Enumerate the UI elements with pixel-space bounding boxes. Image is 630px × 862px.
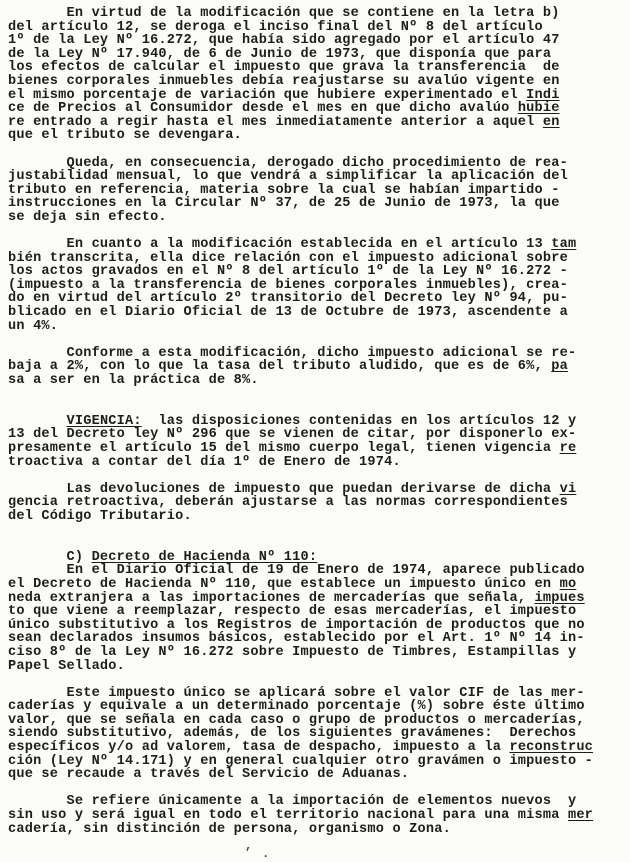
- paragraph-vigencia: [8, 415, 630, 469]
- document-line: sean declarados insumos básicos, establecido por el Art. 1º Nº 14 in-: [8, 631, 585, 647]
- document-line: tributo en referencia, materia sobre la cual se habían impartido -: [8, 182, 560, 198]
- document-line: presamente el artículo 15 del mismo cuerpo legal, tienen vigencia re: [8, 441, 577, 456]
- document-line: los actos gravados en el Nº 8 del artículo 1º de la Ley Nº 16.272 -: [8, 264, 568, 280]
- document-line: caderías y equivale a un determinado porcentaje (%) sobre éste último: [8, 699, 585, 715]
- document-line: re entrado a regir hasta el mes inmediatamente anterior a aquel en: [8, 114, 560, 130]
- document-line: 1º de la Ley Nº 16.272, que había sido agregado por el artículo 47: [8, 33, 560, 49]
- document-line: que se recaude a través del Servicio de Aduanas.: [8, 767, 410, 783]
- document-line: los efectos de calcular el impuesto que grava la transferencia de: [8, 60, 560, 76]
- document-line: del artículo 12, se deroga el inciso final del Nº 8 del artículo: [8, 19, 543, 35]
- document-line: único substitutivo a los Registros de importación de productos que no: [8, 617, 585, 633]
- document-line: to que viene a reemplazar, respecto de esas mercaderías, el impuesto: [8, 604, 577, 620]
- document-line: troactiva a contar del día 1º de Enero de 1974.: [8, 454, 401, 470]
- stray-mark-1: .: [262, 847, 270, 861]
- document-line: sa a ser en la práctica de 8%.: [8, 373, 259, 389]
- document-line: Queda, en consecuencia, derogado dicho procedimiento de rea-: [8, 155, 568, 171]
- document-line: Las devoluciones de impuesto que puedan derivarse de dicha vi: [8, 481, 577, 497]
- document-line: do en virtud del artículo 2º transitorio del Decreto ley Nº 94, pu-: [8, 291, 568, 307]
- document-line: cadería, sin distinción de persona, organismo o Zona.: [8, 821, 451, 837]
- heading-decreto-hacienda-110: [8, 551, 630, 565]
- paragraph-elementos-nuevos: [8, 795, 630, 836]
- document-line: ciso 8º de la Ley Nº 16.272 sobre Impuesto de Timbres, Estampillas y: [8, 644, 577, 660]
- document-line: bién transcrita, ella dice relación con el impuesto adicional sobre: [8, 250, 568, 266]
- document-line: sin uso y será igual en todo el territorio nacional para una misma mer: [8, 808, 594, 824]
- document-line: instrucciones en la Circular Nº 37, de 25 de Junio de 1973, la que: [8, 196, 560, 212]
- document-line: específicos y/o ad valorem, tasa de despacho, impuesto a la reconstruc: [8, 740, 594, 756]
- document-line: baja a 2%, con lo que la tasa del tributo aludido, que es de 6%, pa: [8, 359, 568, 375]
- document-line: valor, que se señala en cada caso o grupo de productos o mercaderías,: [8, 712, 585, 728]
- document-line: del Código Tributario.: [8, 508, 192, 524]
- paragraph-articulo-13: [8, 238, 630, 333]
- document-line: gencia retroactiva, deberán ajustarse a las normas correspondientes: [8, 495, 568, 511]
- document-line: 13 del Decreto ley Nº 296 que se vienen de citar, por disponerlo ex-: [8, 427, 577, 443]
- paragraph-valor-cif: [8, 687, 630, 782]
- document-line: se deja sin efecto.: [8, 209, 167, 225]
- document-body: [8, 7, 630, 836]
- document-line: blicado en el Diario Oficial de 13 de Octubre de 1973, ascendente a: [8, 305, 568, 321]
- document-line: En el Diario Oficial de 19 de Enero de 1974, aparece publicado: [8, 563, 585, 579]
- document-line: VIGENCIA: las disposiciones contenidas en los artículos 12 y: [66, 413, 577, 429]
- document-line: de la Ley Nº 17.940, de 6 de Junio de 1973, que disponía que para: [8, 46, 552, 62]
- paragraph-reajustabilidad: [8, 157, 630, 225]
- document-line: que el tributo se devengara.: [8, 128, 243, 144]
- paragraph-derogacion-inciso: [8, 7, 630, 143]
- document-line: bienes corporales inmuebles debía reajustarse su avalúo vigente en: [8, 73, 560, 89]
- document-line: En cuanto a la modificación establecida en el artículo 13 tam: [8, 237, 577, 253]
- document-line: Papel Sellado.: [8, 658, 126, 674]
- document-line: (impuesto a la transferencia de bienes corporales inmuebles), crea-: [8, 277, 568, 293]
- stray-mark-2: ,: [245, 839, 253, 853]
- document-line: Este impuesto único se aplicará sobre el valor CIF de las mer-: [8, 685, 585, 701]
- document-line: ción (Ley Nº 14.171) y en general cualquier otro gravámen o impuesto -: [8, 753, 594, 769]
- document-line: justabilidad mensual, lo que vendrá a simplificar la aplicación del: [8, 169, 568, 185]
- paragraph-rebaja-impuesto: [8, 347, 630, 388]
- document-line: Conforme a esta modificación, dicho impuesto adicional se re-: [8, 345, 577, 361]
- paragraph-devoluciones: [8, 483, 630, 524]
- document-line: Se refiere únicamente a la importación de elementos nuevos y: [8, 794, 577, 810]
- document-line: el Decreto de Hacienda Nº 110, que establece un impuesto único en mo: [8, 576, 577, 592]
- document-line: un 4%.: [8, 318, 59, 334]
- document-line: ce de Precios al Consumidor desde el mes en que dicho avalúo hubie: [8, 101, 560, 117]
- document-line: neda extranjera a las importaciones de mercaderías que señala, impues: [8, 590, 585, 606]
- document-line: siendo substitutivo, además, de los siguientes gravámenes: Derechos: [8, 726, 577, 742]
- document-line: En virtud de la modificación que se contiene en la letra b): [8, 6, 560, 21]
- paragraph-decreto-110-publicacion: [8, 564, 630, 673]
- document-line: el mismo porcentaje de variación que hubiere experimentado el Indi: [8, 87, 560, 103]
- heading-line: C) Decreto de Hacienda Nº 110:: [8, 549, 318, 565]
